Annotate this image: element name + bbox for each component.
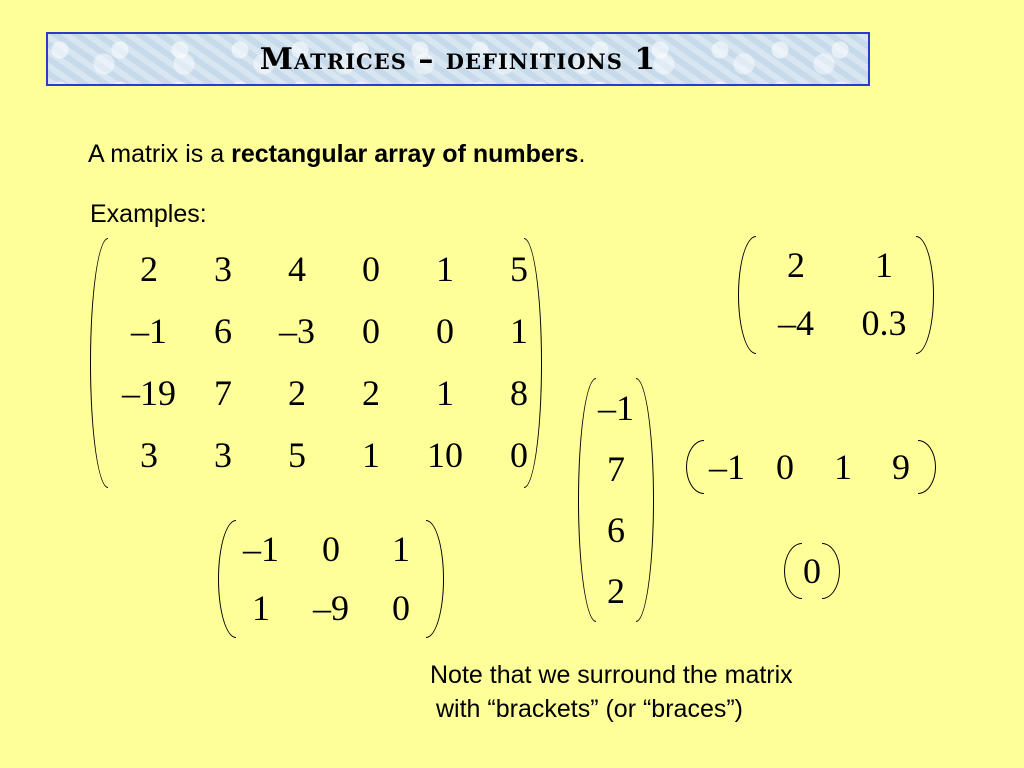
matrix-entry: 1 [436,249,454,289]
matrix-entry: 1 [392,529,410,569]
matrix-entry: 0 [392,588,410,628]
matrix-entry: 1 [875,245,893,285]
matrix-entry: –1 [131,311,167,351]
matrix-2x2 [738,236,934,354]
matrix-entry: –1 [709,447,745,487]
matrix-entry: 2 [787,245,805,285]
matrix-entry: –1 [243,529,279,569]
matrix-entry: 2 [288,373,306,413]
matrix-entry: –3 [279,311,315,351]
matrix-entry: 7 [607,449,625,489]
note-text [430,658,793,726]
matrix-entry: 0 [322,529,340,569]
matrix-entry: 1 [510,311,528,351]
matrix-entry: 3 [214,435,232,475]
matrix-entry: 6 [214,311,232,351]
note-line-1: Note that we surround the matrix [430,661,793,689]
examples-label: Examples: [90,200,207,228]
matrix-entry: 0 [803,551,821,591]
matrix-4x6 [90,238,542,488]
matrix-entry: 0 [510,435,528,475]
matrix-entry: 0 [436,311,454,351]
matrix-entry: 2 [607,571,625,611]
matrix-entry: –4 [778,303,814,343]
matrix-entry: –1 [598,388,634,428]
matrix-entry: 0 [362,311,380,351]
matrix-2x3 [218,520,444,638]
matrix-entry: 5 [288,435,306,475]
matrix-entry: 7 [214,373,232,413]
matrix-entry: 3 [214,249,232,289]
matrix-entry: 3 [140,435,158,475]
matrix-entry: 2 [140,249,158,289]
matrix-entry: –19 [122,373,176,413]
matrix-entry: 2 [362,373,380,413]
note-line-2: with “brackets” (or “braces”) [436,695,743,723]
matrix-entry: 9 [892,447,910,487]
definition-text [88,140,585,169]
matrix-entry: 1 [362,435,380,475]
matrix-1x1 [784,543,840,599]
matrix-entry: 6 [607,510,625,550]
row-vector [686,440,936,494]
title-banner [46,32,870,86]
matrix-entry: 8 [510,373,528,413]
definition-suffix: . [578,140,586,168]
matrix-entry: 10 [427,435,463,475]
matrix-entry: 5 [510,249,528,289]
matrix-entry: 0.3 [861,303,907,343]
matrix-entry: 0 [776,447,794,487]
slide-title: Matrices – definitions 1 [259,41,657,77]
matrix-entry: 0 [362,249,380,289]
matrix-entry: 1 [436,373,454,413]
matrix-entry: 1 [252,588,270,628]
matrix-entry: 1 [834,447,852,487]
definition-prefix: A matrix is a [88,140,232,168]
matrix-entry: –9 [313,588,349,628]
definition-bold: rectangular array of numbers [231,140,579,168]
matrix-entry: 4 [288,249,306,289]
column-vector [578,378,654,622]
